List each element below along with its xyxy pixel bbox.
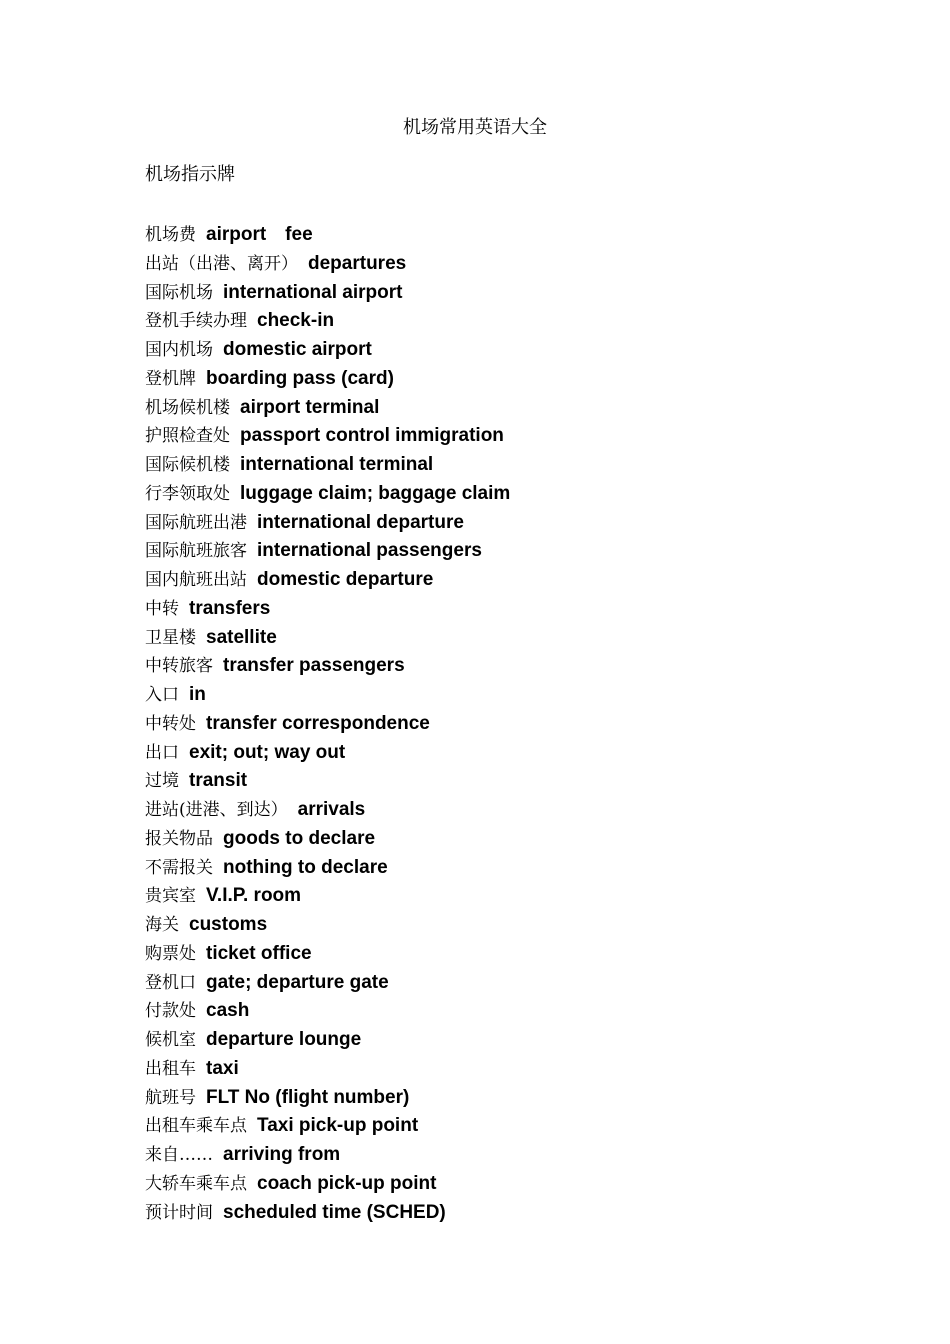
term-row: [145, 881, 510, 910]
term-chinese: 国际航班旅客: [145, 541, 247, 562]
term-chinese: 付款处: [145, 1001, 196, 1022]
term-chinese: 机场候机楼: [145, 397, 230, 418]
term-english: exit; out; way out: [189, 741, 346, 763]
term-chinese: 国际机场: [145, 282, 213, 303]
term-row: [145, 853, 510, 882]
term-chinese: 中转处: [145, 713, 196, 734]
term-chinese: 预计时间: [145, 1202, 213, 1223]
term-chinese: 国内航班出站: [145, 570, 247, 590]
term-row: [145, 393, 510, 422]
term-chinese: 候机室: [145, 1030, 196, 1050]
term-row: [145, 335, 510, 364]
term-english: boarding pass (card): [206, 367, 394, 389]
term-english: transfer correspondence: [206, 712, 430, 734]
term-row: [145, 508, 510, 537]
term-english: arriving from: [223, 1144, 341, 1165]
term-row: [145, 910, 510, 939]
term-row: [145, 1111, 510, 1140]
term-row: [145, 738, 510, 767]
term-english: cash: [206, 1000, 250, 1022]
term-english: scheduled time (SCHED): [223, 1201, 446, 1223]
term-english: airport terminal: [240, 396, 380, 418]
term-english: gate; departure gate: [206, 971, 389, 993]
term-row: [145, 479, 510, 508]
term-row: [145, 939, 510, 968]
term-row: [145, 1198, 510, 1227]
term-english: Taxi pick-up point: [257, 1115, 419, 1137]
term-row: [145, 306, 510, 335]
term-row: [145, 795, 510, 824]
term-row: [145, 1140, 510, 1169]
term-chinese: 登机口: [145, 972, 196, 993]
term-english: in: [189, 684, 206, 705]
term-english: V.I.P. room: [206, 885, 302, 907]
term-row: [145, 709, 510, 738]
term-row: [145, 536, 510, 565]
term-chinese: 机场费: [145, 225, 196, 245]
term-english: departures: [308, 252, 407, 274]
term-row: [145, 1083, 510, 1112]
term-english: customs: [189, 914, 268, 935]
term-english: transfers: [189, 597, 271, 619]
term-chinese: 航班号: [145, 1087, 196, 1108]
term-chinese: 大轿车乘车点: [145, 1173, 247, 1194]
term-english: ticket office: [206, 942, 312, 964]
term-chinese: 购票处: [145, 943, 196, 964]
term-row: [145, 1169, 510, 1198]
section-heading: 机场指示牌: [145, 164, 235, 185]
term-row: [145, 623, 510, 652]
term-chinese: 出租车乘车点: [145, 1116, 247, 1137]
term-row: [145, 220, 510, 249]
term-row: [145, 278, 510, 307]
term-chinese: 入口: [145, 685, 179, 705]
term-english: taxi: [206, 1057, 239, 1079]
term-row: [145, 766, 510, 795]
term-row: [145, 594, 510, 623]
term-chinese: 出租车: [145, 1058, 196, 1079]
term-english: international departure: [257, 511, 464, 533]
term-chinese: 出口: [145, 742, 179, 763]
term-chinese: 护照检查处: [145, 426, 230, 447]
term-row: [145, 1025, 510, 1054]
term-chinese: 过境: [145, 771, 179, 792]
term-chinese: 不需报关: [145, 857, 213, 878]
term-english: airport fee: [206, 224, 313, 245]
term-chinese: 海关: [145, 915, 179, 935]
term-english: international terminal: [240, 454, 434, 475]
term-chinese: 报关物品: [145, 828, 213, 849]
term-chinese: 来自……: [145, 1145, 213, 1165]
term-row: [145, 996, 510, 1025]
term-english: transfer passengers: [223, 655, 405, 677]
term-chinese: 行李领取处: [145, 483, 230, 504]
term-row: [145, 1054, 510, 1083]
term-chinese: 卫星楼: [145, 627, 196, 648]
term-english: international airport: [223, 281, 403, 303]
term-row: [145, 651, 510, 680]
term-row: [145, 968, 510, 997]
page-title: 机场常用英语大全: [403, 117, 547, 138]
term-english: check-in: [257, 310, 335, 332]
term-english: domestic departure: [257, 569, 434, 590]
term-chinese: 国际航班出港: [145, 512, 247, 533]
term-english: passport control immigration: [240, 425, 504, 447]
term-chinese: 进站(进港、到达）: [145, 800, 288, 820]
term-row: [145, 364, 510, 393]
term-chinese: 中转: [145, 598, 179, 619]
term-english: transit: [189, 770, 248, 792]
term-english: goods to declare: [223, 827, 376, 849]
term-chinese: 登机手续办理: [145, 311, 247, 332]
term-row: [145, 565, 510, 594]
term-list: [145, 220, 510, 1226]
term-english: coach pick-up point: [257, 1172, 437, 1194]
term-english: domestic airport: [223, 339, 372, 360]
term-row: [145, 824, 510, 853]
term-english: nothing to declare: [223, 856, 388, 878]
term-english: satellite: [206, 626, 277, 648]
term-chinese: 贵宾室: [145, 886, 196, 907]
term-row: [145, 680, 510, 709]
term-english: arrivals: [297, 799, 366, 820]
term-row: [145, 450, 510, 479]
term-english: FLT No (flight number): [206, 1086, 410, 1108]
term-english: international passengers: [257, 540, 482, 562]
term-row: [145, 421, 510, 450]
term-row: [145, 249, 510, 278]
term-chinese: 中转旅客: [145, 656, 213, 677]
term-chinese: 国际候机楼: [145, 455, 230, 475]
term-chinese: 国内机场: [145, 340, 213, 360]
term-english: departure lounge: [206, 1029, 362, 1050]
term-chinese: 出站（出港、离开）: [145, 253, 298, 274]
term-english: luggage claim; baggage claim: [240, 482, 511, 504]
term-chinese: 登机牌: [145, 368, 196, 389]
